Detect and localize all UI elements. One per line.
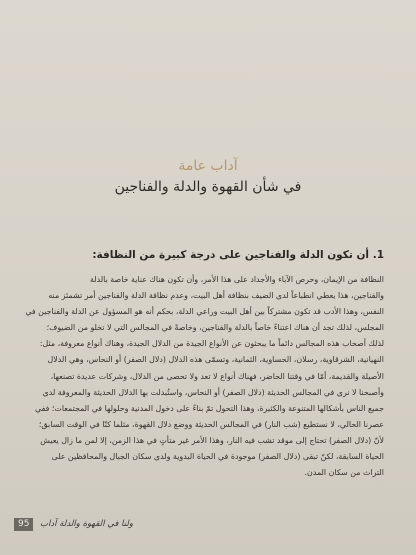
body-line: والفناجين، هذا يعطي انطباعاً لدى الضيف بنظافة أهل البيت، وعدم نظافة الدلة والفناجين أمر تشمئز منه: [48, 291, 384, 301]
chapter-heading: [0, 156, 416, 198]
heading-line-2: في شأن القهوة والدلة والفناجين: [114, 179, 302, 195]
body-line: جميع الناس بأشكالها المتنوعة والكثيرة، وهذا التحول تمّ بناءً على دخول المدنية وحلولها في المجتمعات؛ ففي: [35, 403, 384, 413]
body-line: التراث من سكان المدن.: [304, 468, 384, 478]
body-line: النظافة من الإيمان، وحرص الآباء والأجداد على هذا الأمر، وأن تكون هناك عناية خاصة بالدلة: [89, 275, 384, 284]
body-paragraph: [22, 272, 384, 481]
body-line: النفس، وهذا الأدب قد تكون مشتركاً بين أهل البيت وراعي الدلة، بحكم أنه هو المسؤول عن الدلة والفناجين في: [25, 307, 384, 317]
page-number: 95: [14, 518, 33, 531]
body-line: الحياة السابقة، لكنّ تبقى (دلال الصفر) موجودة في الحياة البدوية ولدى سكان الجبال والمحافظين على: [51, 452, 384, 462]
body-line: النهيانية، الشرقاوية، رسلان، الحساوية، الثمانية، وتسمّى هذه الدلال (دلال الصفر) أو النحاس، وهي الدلال: [47, 355, 384, 365]
section-title: 1. أن تكون الدلة والفناجين على درجة كبيرة من النظافة:: [92, 249, 384, 261]
running-title: ولنا في القهوة والدلة آداب: [40, 519, 133, 529]
body-line: وأصبحنا لا نرى في المجالس الحديثة (دلال الصفر) أو النحاس، واستُبدلت بها الدلال الحديثة والمعروفة لدى: [42, 387, 384, 397]
body-line: لأنّ (دلال الصفر) تحتاج إلى موقد تشب فيه النار، وهذا الأمر غير متأتٍ في هذا الزمن، إلا لمن ما زال يعيش: [40, 435, 384, 445]
body-line: لذلك أصحاب هذه المجالس دائماً ما يبحثون عن الأنواع الجيدة من الدلال الجيدة، وهناك أنواع معروفة، مثل:: [39, 339, 384, 349]
page-footer: [10, 514, 406, 536]
body-line: الأصيلة والقديمة، أمّا في وقتنا الحاضر، فهناك أنواع لا تعد ولا تحصى من الدلال، وشركات عديدة تصنعها،: [50, 371, 384, 381]
body-line: عصرنا الحالي، لا نستطيع (شب النار) في المجالس الحديثة ووضع دلال القهوة، مثلما كنّا في الوقت السابق؛: [38, 419, 384, 429]
heading-line-1: آداب عامة: [178, 158, 238, 174]
body-line: المجلس، لذلك تجد أن هناك اعتناءً خاصاً بالدلة والفناجين، وخاصةً في المجالس التي لا تخلو من الضيوف؛: [46, 323, 384, 333]
